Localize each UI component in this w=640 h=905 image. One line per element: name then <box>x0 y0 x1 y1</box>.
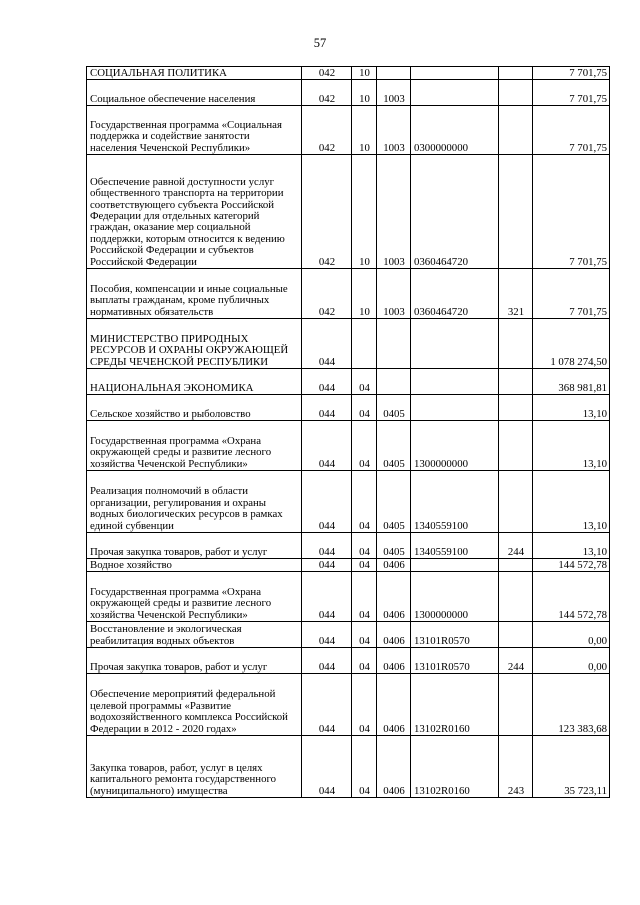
row-target-code: 13102R0160 <box>411 736 499 798</box>
row-name: СОЦИАЛЬНАЯ ПОЛИТИКА <box>87 67 302 80</box>
table-row <box>87 106 610 155</box>
row-section: 10 <box>352 155 377 269</box>
row-subsection <box>377 67 411 80</box>
row-section: 04 <box>352 674 377 736</box>
row-code: 044 <box>302 648 352 674</box>
row-code: 044 <box>302 736 352 798</box>
row-expense-type <box>499 319 533 369</box>
row-code: 042 <box>302 80 352 106</box>
row-subsection: 1003 <box>377 269 411 319</box>
table-row <box>87 67 610 80</box>
table-row <box>87 622 610 648</box>
row-sum: 7 701,75 <box>533 106 610 155</box>
row-subsection: 0406 <box>377 572 411 622</box>
row-name: Водное хозяйство <box>87 559 302 572</box>
table-row <box>87 395 610 421</box>
row-target-code: 0300000000 <box>411 106 499 155</box>
table-row <box>87 533 610 559</box>
row-name: МИНИСТЕРСТВО ПРИРОДНЫХ РЕСУРСОВ И ОХРАНЫ ОКРУЖАЮЩЕЙ СРЕДЫ ЧЕЧЕНСКОЙ РЕСПУБЛИКИ <box>87 319 302 369</box>
row-name: Государственная программа «Социальная поддержка и содействие занятости населения Чеченской Республики» <box>87 106 302 155</box>
row-expense-type <box>499 559 533 572</box>
row-sum: 7 701,75 <box>533 155 610 269</box>
table-row <box>87 80 610 106</box>
row-subsection: 0405 <box>377 471 411 533</box>
row-subsection: 0406 <box>377 559 411 572</box>
row-subsection: 0406 <box>377 674 411 736</box>
row-section: 04 <box>352 369 377 395</box>
budget-table <box>86 66 610 798</box>
row-sum: 368 981,81 <box>533 369 610 395</box>
row-sum: 7 701,75 <box>533 269 610 319</box>
row-code: 042 <box>302 106 352 155</box>
row-expense-type <box>499 155 533 269</box>
row-sum: 0,00 <box>533 648 610 674</box>
row-code: 044 <box>302 319 352 369</box>
row-code: 042 <box>302 269 352 319</box>
row-subsection <box>377 369 411 395</box>
row-target-code: 0360464720 <box>411 269 499 319</box>
row-sum: 13,10 <box>533 471 610 533</box>
row-subsection: 0406 <box>377 622 411 648</box>
row-target-code: 1340559100 <box>411 471 499 533</box>
row-expense-type: 244 <box>499 648 533 674</box>
row-section: 10 <box>352 80 377 106</box>
row-expense-type <box>499 67 533 80</box>
row-section: 04 <box>352 736 377 798</box>
row-name: Обеспечение равной доступности услуг общественного транспорта на территории соответствующего субъекта Российской Федерации для отдельных категорий граждан, оказание мер социальной поддержки, которым относится к ведению Российской Федерации и субъектов Российской Федерации <box>87 155 302 269</box>
table-row <box>87 736 610 798</box>
row-target-code: 13101R0570 <box>411 622 499 648</box>
row-subsection: 1003 <box>377 155 411 269</box>
row-section <box>352 319 377 369</box>
page-number: 57 <box>313 36 327 50</box>
row-name: Реализация полномочий в области организации, регулирования и охраны водных биологических ресурсов в рамках единой субвенции <box>87 471 302 533</box>
row-target-code: 1340559100 <box>411 533 499 559</box>
row-expense-type: 244 <box>499 533 533 559</box>
row-section: 04 <box>352 421 377 471</box>
row-target-code: 13101R0570 <box>411 648 499 674</box>
row-expense-type <box>499 106 533 155</box>
row-subsection: 1003 <box>377 106 411 155</box>
row-target-code <box>411 369 499 395</box>
table-row <box>87 269 610 319</box>
row-code: 044 <box>302 559 352 572</box>
row-name: Государственная программа «Охрана окружающей среды и развитие лесного хозяйства Чеченской Республики» <box>87 421 302 471</box>
row-expense-type: 243 <box>499 736 533 798</box>
row-target-code <box>411 319 499 369</box>
table-row <box>87 319 610 369</box>
row-subsection: 0405 <box>377 533 411 559</box>
row-subsection: 1003 <box>377 80 411 106</box>
row-expense-type <box>499 369 533 395</box>
row-sum: 35 723,11 <box>533 736 610 798</box>
row-target-code: 1300000000 <box>411 572 499 622</box>
row-name: Прочая закупка товаров, работ и услуг <box>87 648 302 674</box>
row-section: 04 <box>352 533 377 559</box>
row-target-code <box>411 67 499 80</box>
row-expense-type <box>499 421 533 471</box>
row-code: 042 <box>302 155 352 269</box>
table-row <box>87 471 610 533</box>
row-name: Обеспечение мероприятий федеральной целевой программы «Развитие водохозяйственного комплекса Российской Федерации в 2012 - 2020 годах» <box>87 674 302 736</box>
row-target-code <box>411 559 499 572</box>
row-subsection: 0405 <box>377 395 411 421</box>
row-target-code <box>411 80 499 106</box>
row-target-code: 1300000000 <box>411 421 499 471</box>
row-sum: 0,00 <box>533 622 610 648</box>
row-target-code <box>411 395 499 421</box>
row-sum: 1 078 274,50 <box>533 319 610 369</box>
row-name: Государственная программа «Охрана окружающей среды и развитие лесного хозяйства Чеченской Республики» <box>87 572 302 622</box>
row-expense-type <box>499 572 533 622</box>
row-section: 04 <box>352 572 377 622</box>
row-name: Пособия, компенсации и иные социальные выплаты гражданам, кроме публичных нормативных обязательств <box>87 269 302 319</box>
table-row <box>87 155 610 269</box>
table-row <box>87 572 610 622</box>
row-expense-type <box>499 622 533 648</box>
row-target-code: 13102R0160 <box>411 674 499 736</box>
row-code: 044 <box>302 572 352 622</box>
row-section: 04 <box>352 395 377 421</box>
row-subsection <box>377 319 411 369</box>
row-code: 042 <box>302 67 352 80</box>
row-sum: 13,10 <box>533 395 610 421</box>
row-sum: 144 572,78 <box>533 572 610 622</box>
row-sum: 13,10 <box>533 533 610 559</box>
row-name: Закупка товаров, работ, услуг в целях капитального ремонта государственного (муниципального) имущества <box>87 736 302 798</box>
row-name: Сельское хозяйство и рыболовство <box>87 395 302 421</box>
row-expense-type <box>499 471 533 533</box>
table-row <box>87 559 610 572</box>
row-sum: 123 383,68 <box>533 674 610 736</box>
row-subsection: 0406 <box>377 648 411 674</box>
row-expense-type <box>499 674 533 736</box>
row-subsection: 0405 <box>377 421 411 471</box>
table-row <box>87 421 610 471</box>
row-code: 044 <box>302 533 352 559</box>
row-code: 044 <box>302 674 352 736</box>
row-name: Восстановление и экологическая реабилитация водных объектов <box>87 622 302 648</box>
row-name: Прочая закупка товаров, работ и услуг <box>87 533 302 559</box>
row-sum: 7 701,75 <box>533 67 610 80</box>
row-name: Социальное обеспечение населения <box>87 80 302 106</box>
row-code: 044 <box>302 369 352 395</box>
row-code: 044 <box>302 421 352 471</box>
row-section: 04 <box>352 622 377 648</box>
row-expense-type <box>499 395 533 421</box>
row-code: 044 <box>302 395 352 421</box>
row-section: 10 <box>352 269 377 319</box>
table-row <box>87 648 610 674</box>
row-code: 044 <box>302 622 352 648</box>
row-sum: 13,10 <box>533 421 610 471</box>
row-name: НАЦИОНАЛЬНАЯ ЭКОНОМИКА <box>87 369 302 395</box>
row-section: 04 <box>352 648 377 674</box>
row-code: 044 <box>302 471 352 533</box>
row-sum: 7 701,75 <box>533 80 610 106</box>
table-row <box>87 369 610 395</box>
row-section: 10 <box>352 67 377 80</box>
row-sum: 144 572,78 <box>533 559 610 572</box>
row-subsection: 0406 <box>377 736 411 798</box>
row-section: 10 <box>352 106 377 155</box>
row-section: 04 <box>352 471 377 533</box>
row-section: 04 <box>352 559 377 572</box>
row-expense-type: 321 <box>499 269 533 319</box>
table-row <box>87 674 610 736</box>
row-expense-type <box>499 80 533 106</box>
row-target-code: 0360464720 <box>411 155 499 269</box>
